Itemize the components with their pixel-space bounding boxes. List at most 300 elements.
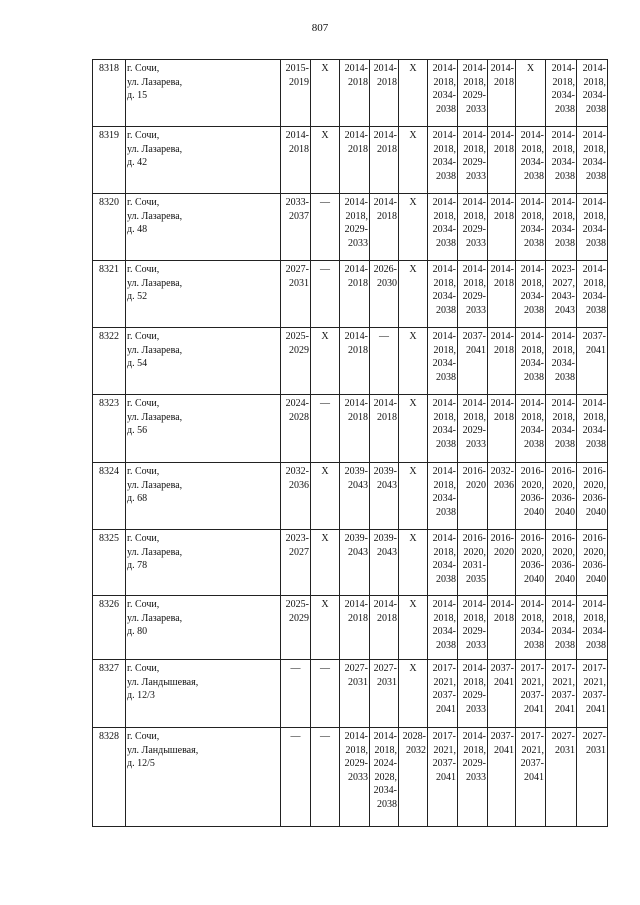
schedule-cell — [311, 395, 340, 463]
table-row — [93, 60, 608, 127]
schedule-value: 2017- 2021, 2037- 2041 — [582, 663, 606, 715]
schedule-value: 2037- 2041 — [490, 731, 514, 756]
schedule-cell — [399, 728, 428, 827]
row-number: 8323 — [93, 395, 126, 463]
schedule-cell — [428, 395, 458, 463]
schedule-cell — [458, 596, 488, 660]
schedule-value: 2017- 2021, 2037- 2041 — [520, 663, 544, 715]
schedule-cell — [340, 328, 370, 395]
schedule-value: 2014- 2018, 2034- 2038 — [520, 130, 544, 182]
address-cell — [126, 395, 281, 463]
schedule-value: 2025- 2029 — [285, 331, 309, 356]
schedule-cell — [428, 127, 458, 194]
schedule-cell — [340, 395, 370, 463]
row-number: 8324 — [93, 463, 126, 530]
address-line: д. 12/3 — [127, 690, 155, 701]
schedule-cell — [488, 328, 516, 395]
schedule-value: 2033- 2037 — [285, 197, 309, 222]
schedule-cell — [311, 60, 340, 127]
schedule-cell — [458, 261, 488, 328]
schedule-cell — [281, 328, 311, 395]
schedule-cell — [577, 596, 608, 660]
schedule-cell — [428, 194, 458, 261]
schedule-cell — [428, 463, 458, 530]
schedule-value: 2015- 2019 — [285, 63, 309, 88]
schedule-value: 2014- 2018, 2024- 2028, 2034- 2038 — [373, 731, 397, 810]
schedule-value: 2016- 2020, 2036- 2040 — [551, 466, 575, 518]
schedule-cell — [546, 660, 577, 728]
schedule-cell — [370, 328, 399, 395]
schedule-cell — [311, 530, 340, 596]
schedule-cell — [488, 463, 516, 530]
schedule-value: 2014- 2018, 2034- 2038 — [551, 398, 575, 450]
address-line: г. Сочи, — [127, 63, 160, 74]
table-row — [93, 660, 608, 728]
schedule-value: X — [321, 63, 329, 74]
schedule-value: 2014- 2018, 2029- 2033 — [344, 731, 368, 783]
address-line: д. 68 — [127, 493, 148, 504]
address-line: ул. Лазарева, — [127, 143, 183, 155]
schedule-value: 2014- 2018 — [373, 398, 397, 423]
schedule-cell — [428, 728, 458, 827]
schedule-cell — [488, 596, 516, 660]
schedule-value: 2014- 2018, 2029- 2033 — [462, 663, 486, 715]
table-row — [93, 261, 608, 328]
schedule-value: 2014- 2018 — [490, 331, 514, 356]
address-line: г. Сочи, — [127, 197, 160, 208]
address-line: ул. Ландышевая, — [127, 676, 199, 688]
address-cell — [126, 194, 281, 261]
address-line: г. Сочи, — [127, 663, 160, 674]
table-row — [93, 127, 608, 194]
schedule-value: 2014- 2018 — [490, 130, 514, 155]
address-line: д. 12/5 — [127, 758, 155, 769]
schedule-value: 2039- 2043 — [344, 466, 368, 491]
address-cell — [126, 530, 281, 596]
schedule-value: X — [409, 398, 417, 409]
address-line: г. Сочи, — [127, 466, 160, 477]
schedule-value: X — [321, 599, 329, 610]
schedule-cell — [516, 261, 546, 328]
schedule-cell — [577, 395, 608, 463]
schedule-value: 2014- 2018, 2034- 2038 — [551, 197, 575, 249]
table-row — [93, 728, 608, 827]
schedule-value: 2014- 2018 — [285, 130, 309, 155]
address-line: г. Сочи, — [127, 331, 160, 342]
schedule-cell — [370, 530, 399, 596]
schedule-cell — [311, 660, 340, 728]
schedule-cell — [546, 395, 577, 463]
schedule-cell — [516, 328, 546, 395]
address-cell — [126, 596, 281, 660]
schedule-cell — [340, 728, 370, 827]
schedule-value: X — [321, 466, 329, 477]
schedule-value: 2027- 2031 — [551, 731, 575, 756]
schedule-cell — [516, 395, 546, 463]
schedule-cell — [399, 463, 428, 530]
schedule-cell — [516, 596, 546, 660]
schedule-cell — [516, 530, 546, 596]
schedule-cell — [516, 728, 546, 827]
schedule-value: 2014- 2018 — [373, 599, 397, 624]
table-row — [93, 530, 608, 596]
schedule-cell — [577, 261, 608, 328]
schedule-value: 2014- 2018 — [490, 264, 514, 289]
schedule-value: 2014- 2018, 2029- 2033 — [462, 398, 486, 450]
schedule-value: 2014- 2018, 2034- 2038 — [582, 398, 606, 450]
schedule-value: 2016- 2020, 2036- 2040 — [520, 533, 544, 585]
repair-schedule-table — [92, 59, 608, 827]
schedule-cell — [546, 60, 577, 127]
schedule-value: 2014- 2018, 2029- 2033 — [462, 599, 486, 651]
schedule-cell — [577, 530, 608, 596]
schedule-cell — [546, 328, 577, 395]
schedule-value: 2014- 2018, 2034- 2038 — [551, 331, 575, 383]
address-line: д. 42 — [127, 157, 148, 168]
schedule-cell — [546, 596, 577, 660]
address-line: г. Сочи, — [127, 533, 160, 544]
schedule-cell — [370, 596, 399, 660]
schedule-value: X — [321, 130, 329, 141]
schedule-cell — [340, 127, 370, 194]
schedule-cell — [488, 395, 516, 463]
schedule-value: 2014- 2018 — [490, 599, 514, 624]
schedule-value: 2014- 2018, 2034- 2038 — [432, 331, 456, 383]
schedule-value: X — [409, 533, 417, 544]
schedule-cell — [399, 328, 428, 395]
schedule-cell — [340, 463, 370, 530]
address-cell — [126, 660, 281, 728]
schedule-cell — [458, 60, 488, 127]
schedule-cell — [281, 194, 311, 261]
schedule-value: 2017- 2021, 2037- 2041 — [520, 731, 544, 783]
schedule-value: 2032- 2036 — [285, 466, 309, 491]
schedule-cell — [428, 660, 458, 728]
address-line: д. 48 — [127, 224, 148, 235]
table-row — [93, 194, 608, 261]
address-line: г. Сочи, — [127, 130, 160, 141]
address-line: д. 54 — [127, 358, 148, 369]
schedule-cell — [577, 60, 608, 127]
schedule-value: — — [320, 398, 330, 409]
schedule-value: 2017- 2021, 2037- 2041 — [432, 663, 456, 715]
schedule-value: 2014- 2018, 2034- 2038 — [432, 197, 456, 249]
schedule-value: X — [409, 466, 417, 477]
schedule-value: X — [409, 599, 417, 610]
schedule-value: 2014- 2018 — [373, 63, 397, 88]
schedule-value: — — [379, 331, 389, 342]
schedule-value: 2014- 2018, 2029- 2033 — [462, 130, 486, 182]
schedule-value: 2039- 2043 — [373, 533, 397, 558]
schedule-value: 2014- 2018, 2034- 2038 — [582, 63, 606, 115]
schedule-value: 2039- 2043 — [344, 533, 368, 558]
schedule-cell — [370, 728, 399, 827]
schedule-value: 2014- 2018 — [490, 398, 514, 423]
schedule-cell — [577, 728, 608, 827]
schedule-cell — [370, 261, 399, 328]
schedule-cell — [399, 660, 428, 728]
schedule-value: 2016- 2020 — [490, 533, 514, 558]
schedule-value: 2014- 2018, 2034- 2038 — [582, 264, 606, 316]
schedule-cell — [488, 728, 516, 827]
schedule-value: 2014- 2018, 2034- 2038 — [432, 264, 456, 316]
address-cell — [126, 728, 281, 827]
schedule-value: — — [320, 731, 330, 742]
schedule-cell — [340, 194, 370, 261]
table-row — [93, 395, 608, 463]
schedule-cell — [546, 127, 577, 194]
address-line: г. Сочи, — [127, 264, 160, 275]
schedule-value: 2037- 2041 — [490, 663, 514, 688]
schedule-cell — [458, 463, 488, 530]
schedule-cell — [577, 328, 608, 395]
schedule-cell — [516, 463, 546, 530]
schedule-value: 2014- 2018, 2029- 2033 — [462, 63, 486, 115]
schedule-value: X — [409, 130, 417, 141]
schedule-value: X — [409, 197, 417, 208]
schedule-value: 2014- 2018, 2034- 2038 — [582, 599, 606, 651]
schedule-cell — [458, 530, 488, 596]
schedule-cell — [281, 660, 311, 728]
schedule-value: 2027- 2031 — [285, 264, 309, 289]
schedule-cell — [370, 60, 399, 127]
schedule-value: 2014- 2018 — [344, 264, 368, 289]
page-number: 807 — [311, 22, 329, 34]
table-body — [93, 60, 608, 827]
schedule-value: — — [320, 264, 330, 275]
address-line: ул. Ландышевая, — [127, 744, 199, 756]
schedule-cell — [399, 530, 428, 596]
schedule-value: 2014- 2018, 2029- 2033 — [344, 197, 368, 249]
schedule-value: 2014- 2018, 2034- 2038 — [582, 197, 606, 249]
address-line: ул. Лазарева, — [127, 344, 183, 356]
schedule-cell — [399, 60, 428, 127]
schedule-value: 2014- 2018, 2034- 2038 — [432, 466, 456, 518]
schedule-cell — [516, 194, 546, 261]
schedule-value: 2028- 2032 — [402, 731, 426, 756]
schedule-value: 2027- 2031 — [582, 731, 606, 756]
schedule-value: — — [320, 663, 330, 674]
schedule-cell — [311, 728, 340, 827]
schedule-value: X — [321, 533, 329, 544]
schedule-cell — [577, 127, 608, 194]
schedule-cell — [311, 194, 340, 261]
schedule-value: 2014- 2018 — [344, 130, 368, 155]
address-line: ул. Лазарева, — [127, 210, 183, 222]
schedule-value: X — [526, 63, 535, 74]
schedule-cell — [311, 127, 340, 194]
schedule-value: 2027- 2031 — [373, 663, 397, 688]
schedule-value: X — [409, 331, 417, 342]
schedule-value: 2014- 2018, 2034- 2038 — [432, 63, 456, 115]
address-line: ул. Лазарева, — [127, 612, 183, 624]
schedule-value: 2014- 2018 — [490, 63, 514, 88]
address-line: д. 56 — [127, 425, 148, 436]
schedule-value: 2014- 2018 — [344, 599, 368, 624]
schedule-value: 2016- 2020, 2036- 2040 — [582, 533, 606, 585]
address-cell — [126, 127, 281, 194]
schedule-value: 2014- 2018, 2034- 2038 — [551, 599, 575, 651]
table-row — [93, 596, 608, 660]
address-cell — [126, 328, 281, 395]
schedule-cell — [281, 463, 311, 530]
schedule-value: 2014- 2018 — [344, 63, 368, 88]
schedule-cell — [458, 728, 488, 827]
schedule-value: 2014- 2018, 2029- 2033 — [462, 731, 486, 783]
schedule-value: 2037- 2041 — [462, 331, 486, 356]
schedule-value: X — [409, 663, 417, 674]
row-number: 8328 — [93, 728, 126, 827]
address-line: д. 52 — [127, 291, 148, 302]
row-number: 8327 — [93, 660, 126, 728]
schedule-cell — [458, 127, 488, 194]
schedule-cell — [340, 60, 370, 127]
row-number: 8321 — [93, 261, 126, 328]
address-cell — [126, 60, 281, 127]
schedule-value: 2014- 2018, 2029- 2033 — [462, 197, 486, 249]
schedule-value: 2016- 2020, 2031- 2035 — [462, 533, 486, 585]
schedule-value: 2014- 2018, 2029- 2033 — [462, 264, 486, 316]
schedule-value: 2014- 2018 — [373, 130, 397, 155]
schedule-value: 2014- 2018, 2034- 2038 — [520, 197, 544, 249]
schedule-cell — [458, 328, 488, 395]
schedule-value: 2016- 2020, 2036- 2040 — [551, 533, 575, 585]
address-line: д. 15 — [127, 90, 148, 101]
schedule-value: X — [409, 264, 417, 275]
schedule-value: 2014- 2018, 2034- 2038 — [520, 331, 544, 383]
schedule-value: 2016- 2020, 2036- 2040 — [582, 466, 606, 518]
schedule-cell — [370, 395, 399, 463]
schedule-cell — [488, 127, 516, 194]
table-row — [93, 328, 608, 395]
schedule-cell — [516, 127, 546, 194]
schedule-cell — [488, 261, 516, 328]
schedule-value: — — [290, 663, 301, 674]
schedule-cell — [399, 261, 428, 328]
schedule-value: 2039- 2043 — [373, 466, 397, 491]
schedule-cell — [281, 596, 311, 660]
schedule-value: 2014- 2018, 2034- 2038 — [551, 63, 575, 115]
schedule-cell — [428, 596, 458, 660]
schedule-value: 2023- 2027, 2043- 2043 — [551, 264, 575, 316]
schedule-cell — [488, 530, 516, 596]
schedule-cell — [516, 660, 546, 728]
schedule-cell — [488, 60, 516, 127]
schedule-value: 2026- 2030 — [373, 264, 397, 289]
schedule-cell — [340, 530, 370, 596]
schedule-cell — [340, 660, 370, 728]
schedule-cell — [546, 728, 577, 827]
schedule-cell — [281, 127, 311, 194]
schedule-value: 2016- 2020 — [462, 466, 486, 491]
schedule-cell — [311, 261, 340, 328]
row-number: 8320 — [93, 194, 126, 261]
schedule-value: 2017- 2021, 2037- 2041 — [551, 663, 575, 715]
schedule-cell — [428, 328, 458, 395]
schedule-value: 2016- 2020, 2036- 2040 — [520, 466, 544, 518]
schedule-value: 2014- 2018, 2034- 2038 — [520, 398, 544, 450]
schedule-cell — [281, 728, 311, 827]
schedule-value: 2037- 2041 — [582, 331, 606, 356]
schedule-cell — [488, 194, 516, 261]
schedule-value: 2014- 2018, 2034- 2038 — [432, 130, 456, 182]
schedule-cell — [399, 596, 428, 660]
schedule-value: 2014- 2018 — [490, 197, 514, 222]
schedule-cell — [428, 530, 458, 596]
schedule-value: 2014- 2018 — [344, 398, 368, 423]
address-line: д. 78 — [127, 560, 148, 571]
schedule-cell — [340, 261, 370, 328]
address-line: ул. Лазарева, — [127, 76, 183, 88]
schedule-value: 2014- 2018 — [344, 331, 368, 356]
address-line: г. Сочи, — [127, 731, 160, 742]
schedule-value: 2025- 2029 — [285, 599, 309, 624]
schedule-cell — [399, 127, 428, 194]
schedule-value: 2014- 2018, 2034- 2038 — [432, 398, 456, 450]
schedule-cell — [428, 60, 458, 127]
schedule-value: X — [409, 63, 417, 74]
schedule-value: 2014- 2018, 2034- 2038 — [520, 264, 544, 316]
schedule-cell — [546, 463, 577, 530]
schedule-cell — [546, 194, 577, 261]
schedule-cell — [370, 660, 399, 728]
schedule-cell — [577, 194, 608, 261]
schedule-cell — [546, 530, 577, 596]
schedule-cell — [370, 127, 399, 194]
schedule-cell — [488, 660, 516, 728]
schedule-value: 2014- 2018, 2034- 2038 — [551, 130, 575, 182]
row-number: 8326 — [93, 596, 126, 660]
schedule-cell — [311, 596, 340, 660]
schedule-cell — [546, 261, 577, 328]
schedule-cell — [458, 660, 488, 728]
row-number: 8319 — [93, 127, 126, 194]
schedule-value: 2014- 2018, 2034- 2038 — [432, 599, 456, 651]
address-line: г. Сочи, — [127, 398, 160, 409]
schedule-cell — [370, 194, 399, 261]
row-number: 8322 — [93, 328, 126, 395]
table-row — [93, 463, 608, 530]
schedule-cell — [399, 395, 428, 463]
schedule-value: 2014- 2018, 2034- 2038 — [520, 599, 544, 651]
schedule-cell — [340, 596, 370, 660]
schedule-cell — [311, 328, 340, 395]
row-number: 8318 — [93, 60, 126, 127]
schedule-value: X — [321, 331, 329, 342]
schedule-value: 2023- 2027 — [285, 533, 309, 558]
address-line: д. 80 — [127, 626, 148, 637]
schedule-cell — [399, 194, 428, 261]
schedule-cell — [577, 660, 608, 728]
address-line: ул. Лазарева, — [127, 411, 183, 423]
schedule-cell — [516, 60, 546, 127]
schedule-cell — [281, 60, 311, 127]
address-line: ул. Лазарева, — [127, 546, 183, 558]
schedule-cell — [370, 463, 399, 530]
address-line: ул. Лазарева, — [127, 479, 183, 491]
schedule-cell — [577, 463, 608, 530]
schedule-cell — [281, 530, 311, 596]
schedule-value: — — [320, 197, 330, 208]
schedule-cell — [428, 261, 458, 328]
schedule-value: 2014- 2018, 2034- 2038 — [432, 533, 456, 585]
row-number: 8325 — [93, 530, 126, 596]
schedule-cell — [311, 463, 340, 530]
schedule-cell — [281, 395, 311, 463]
schedule-value: 2014- 2018, 2034- 2038 — [582, 130, 606, 182]
schedule-value: 2027- 2031 — [344, 663, 368, 688]
schedule-value: 2024- 2028 — [285, 398, 309, 423]
